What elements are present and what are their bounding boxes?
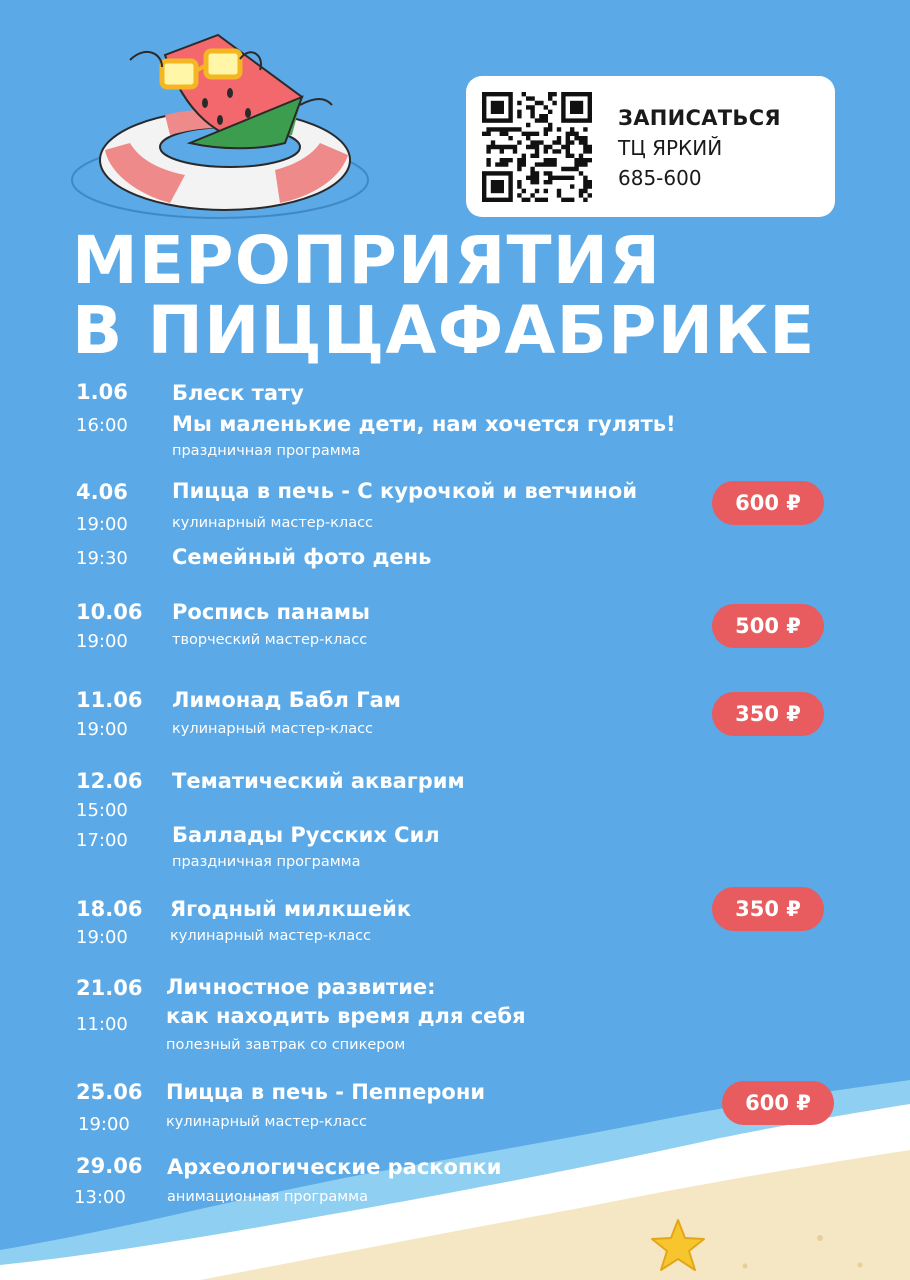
event-title: Тематический аквагрим [172, 769, 465, 793]
phone-number[interactable]: 685-600 [618, 166, 702, 190]
event-type: кулинарный мастер-класс [172, 721, 374, 737]
event-time: 19:00 [78, 1114, 130, 1135]
event-type: праздничная программа [172, 443, 361, 459]
venue-name: ТЦ ЯРКИЙ [618, 136, 723, 160]
signup-info [618, 106, 781, 190]
event-type: анимационная программа [167, 1189, 368, 1205]
page-title-line-1: МЕРОПРИЯТИЯ [72, 222, 662, 299]
event-date: 10.06 [76, 600, 143, 624]
event-type: кулинарный мастер-класс [172, 515, 374, 531]
signup-card [466, 76, 835, 217]
event-type: праздничная программа [172, 854, 361, 870]
price-badge: 350 ₽ [712, 887, 824, 931]
event-date: 4.06 [76, 480, 128, 504]
event-date: 11.06 [76, 688, 143, 712]
event-type: творческий мастер-класс [172, 632, 368, 648]
price-badge: 500 ₽ [712, 604, 824, 648]
event-time: 11:00 [76, 1014, 128, 1035]
event-time: 19:00 [76, 719, 128, 740]
event-title: Блеск тату [172, 381, 304, 405]
event-title: Пицца в печь - Пепперони [166, 1080, 486, 1104]
event-time: 19:30 [76, 548, 128, 569]
page-title-line-2: В ПИЦЦАФАБРИКЕ [72, 292, 816, 369]
event-date: 21.06 [76, 976, 143, 1000]
price-badge: 600 ₽ [712, 481, 824, 525]
event-type: кулинарный мастер-класс [166, 1114, 368, 1130]
event-date: 18.06 [76, 897, 143, 921]
event-title: Личностное развитие: [166, 975, 436, 999]
starfish-icon [648, 1216, 708, 1276]
event-date: 1.06 [76, 380, 128, 404]
event-type: полезный завтрак со спикером [166, 1037, 406, 1053]
event-title: Пицца в печь - С курочкой и ветчиной [172, 479, 638, 503]
page-title [72, 222, 816, 369]
event-title: Семейный фото день [172, 545, 432, 569]
price-badge: 350 ₽ [712, 692, 824, 736]
event-date: 25.06 [76, 1080, 143, 1104]
event-time: 19:00 [76, 514, 128, 535]
event-date: 29.06 [76, 1154, 143, 1178]
qr-code-icon[interactable] [482, 92, 592, 202]
event-time: 19:00 [76, 631, 128, 652]
event-title: Лимонад Бабл Гам [172, 688, 401, 712]
event-date: 12.06 [76, 769, 143, 793]
watermelon-mascot-icon [70, 25, 370, 225]
event-title: Археологические раскопки [167, 1155, 502, 1179]
signup-cta[interactable]: ЗАПИСАТЬСЯ [618, 106, 781, 130]
event-title: Баллады Русских Сил [172, 823, 440, 847]
event-title: Роспись панамы [172, 600, 371, 624]
event-time: 16:00 [76, 415, 128, 436]
price-badge: 600 ₽ [722, 1081, 834, 1125]
event-time: 17:00 [76, 830, 128, 851]
event-time: 15:00 [76, 800, 128, 821]
event-title: Мы маленькие дети, нам хочется гулять! [172, 412, 676, 436]
event-time: 13:00 [74, 1187, 126, 1208]
event-title: Ягодный милкшейк [170, 897, 412, 921]
event-type: кулинарный мастер-класс [170, 928, 372, 944]
event-title: как находить время для себя [166, 1004, 526, 1028]
event-time: 19:00 [76, 927, 128, 948]
